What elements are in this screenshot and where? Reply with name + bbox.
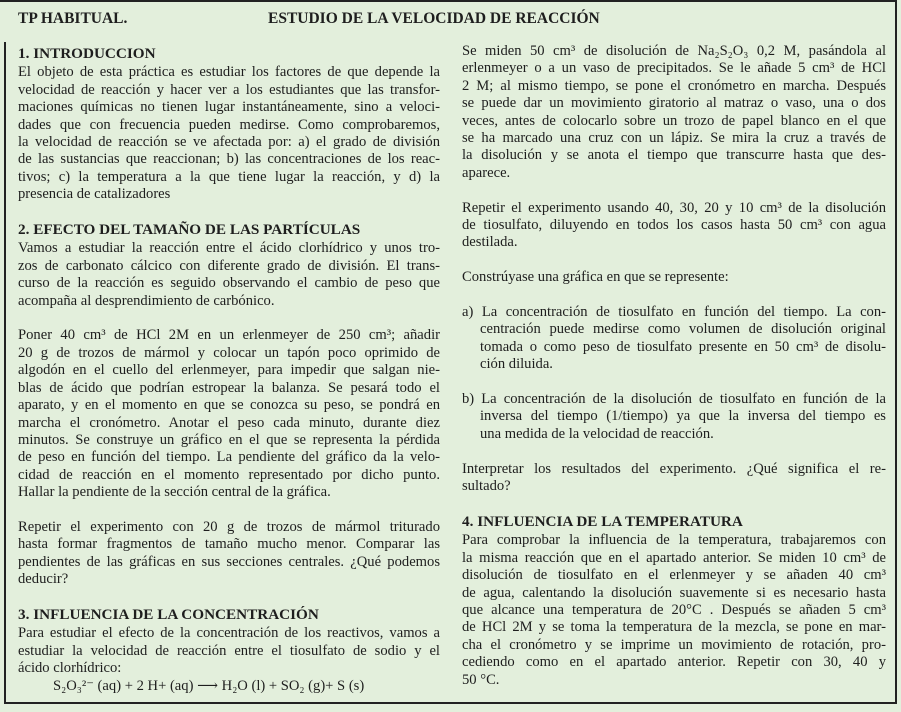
- text-line: la disolución y se anota el tiempo que transcurre hasta que des-: [462, 147, 886, 164]
- text-line: blas de ácido que podrían estropear la balanza. Se pesará todo el: [18, 379, 440, 396]
- text-line: tomada o como peso de tiosulfato presente en 50 cm³ de disolu-: [480, 338, 886, 355]
- text-line: 50 °C.: [462, 671, 500, 688]
- list-item: [462, 304, 886, 374]
- text-line: de HCl 2M y se toma la temperatura de la mezcla, se pone en mar-: [462, 619, 886, 636]
- text-line: Hallar la pendiente de la sección central de la gráfica.: [18, 484, 331, 501]
- text-line: curso de la reacción es seguido observando el cambio de peso que: [18, 275, 440, 292]
- text-line: dades que con frecuencia pueden medirse. Como comprobaremos,: [18, 116, 440, 133]
- text-line: de tiosulfato, diluyendo en todos los casos hasta 50 cm³ con agua: [462, 217, 886, 234]
- text-line: de agua, calentando la disolución suavemente si es necesario hasta: [462, 584, 886, 601]
- text-line: 20 g de trozos de mármol y colocar un tapón poco oprimido de: [18, 344, 440, 361]
- text-line: pendientes de las gráficas en sus secciones centrales. ¿Qué podemos: [18, 553, 440, 570]
- paragraph: [462, 43, 886, 182]
- text-line: estudiar la velocidad de reacción entre el tiosulfato de sodio y el: [18, 642, 440, 659]
- text-line: se puede dar un movimiento giratorio al matraz o vaso, una o dos: [462, 95, 886, 112]
- text-line: se ha marcado una cruz con un lápiz. Se mira la cruz a través de: [462, 130, 886, 147]
- paragraph: [462, 532, 886, 689]
- left-column: [18, 43, 440, 712]
- text-line: presencia de catalizadores: [18, 186, 171, 203]
- paragraph: [462, 269, 886, 286]
- text-line: destilada.: [462, 234, 518, 251]
- text-line: cha el cronómetro y se imprime un movimiento de rotación, pro-: [462, 636, 886, 653]
- text-line: Se miden 50 cm³ de disolución de Na₂S₂O₃ 0,2 M, pasándola al: [462, 43, 886, 59]
- text-line: la misma reacción que en el apartado anterior. Se miden 10 cm³ de: [462, 549, 886, 566]
- text-line: velocidad de reacción y hacer ver a los estudiantes que las transfor-: [18, 81, 440, 98]
- paragraph: [18, 519, 440, 589]
- paragraph: [462, 461, 886, 496]
- text-line: algodón en el cuello del erlenmeyer, para impedir que salgan nie-: [18, 362, 440, 379]
- text-line: Poner 40 cm³ de HCl 2M en un erlenmeyer de 250 cm³; añadir: [18, 327, 440, 344]
- text-line: Repetir el experimento usando 40, 30, 20 y 10 cm³ de la disolución: [462, 199, 886, 216]
- text-line: Para estudiar el efecto de la concentración de los reactivos, vamos a: [18, 625, 440, 642]
- text-line: disolución de tiosulfato en el erlenmeyer y se añaden 40 cm³: [462, 567, 886, 584]
- text-line: El objeto de esta práctica es estudiar los factores de que depende la: [18, 64, 440, 81]
- text-line: Interpretar los resultados del experimento. ¿Qué significa el re-: [462, 460, 886, 477]
- text-line: aparato, y en el momento en que se conozca su peso, se pondrá en: [18, 397, 440, 414]
- text-line: veces, antes de colocarlo sobre un trozo de papel blanco en el que: [462, 112, 886, 129]
- text-line: erlenmeyer o a un vaso de precipitados. Se le añade 5 cm³ de HCl: [462, 60, 886, 77]
- section-heading: 4. INFLUENCIA DE LA TEMPERATURA: [462, 512, 743, 530]
- text-line: Repetir el experimento con 20 g de trozos de mármol triturado: [18, 518, 440, 535]
- text-line: Constrúyase una gráfica en que se represente:: [462, 269, 729, 286]
- paragraph: [18, 64, 440, 203]
- text-line: ácido clorhídrico:: [18, 660, 122, 677]
- text-line: b) La concentración de la disolución de tiosulfato en función de la: [462, 391, 886, 408]
- text-line: deducir?: [18, 571, 69, 588]
- paragraph: [18, 327, 440, 501]
- text-line: tivos; c) la temperatura a la que tiene lugar la reacción, y d) la: [18, 168, 440, 185]
- text-line: Para comprobar la influencia de la temperatura, trabajaremos con: [462, 532, 886, 549]
- text-line: hasta formar fragmentos de tamaño mucho menor. Comparar las: [18, 536, 440, 553]
- paragraph: [462, 200, 886, 252]
- section-heading: 2. EFECTO DEL TAMAÑO DE LAS PARTÍCULAS: [18, 221, 361, 239]
- text-line: aparece.: [462, 164, 511, 181]
- text-line: una medida de la velocidad de reacción.: [480, 425, 714, 442]
- right-column: [462, 43, 886, 706]
- page-border-left: [4, 42, 6, 704]
- text-line: de las sustancias que reaccionan; b) las concentraciones de los reac-: [18, 151, 440, 168]
- section-heading: 3. INFLUENCIA DE LA CONCENTRACIÓN: [18, 605, 319, 623]
- text-line: sultado?: [462, 478, 511, 495]
- paragraph: [18, 240, 440, 310]
- text-line: que alcance una temperatura de 20°C . Después se añaden 5 cm³: [462, 601, 886, 618]
- text-line: zos de carbonato cálcico con diferente grado de división. El trans-: [18, 257, 440, 274]
- section-heading: 1. INTRODUCCION: [18, 45, 156, 62]
- text-line: minutos. Se construye un gráfico en el que se representa la pérdida: [18, 431, 440, 448]
- text-line: acompaña al desprendimiento de carbónico.: [18, 292, 275, 309]
- text-line: cidad de reacción en el momento representado por dicho punto.: [18, 466, 440, 483]
- text-line: marcha el cronómetro. Anotar el peso cada minuto, durante diez: [18, 414, 440, 431]
- document-title: ESTUDIO DE LA VELOCIDAD DE REACCIÓN: [268, 10, 600, 27]
- page-border-top: [0, 0, 897, 2]
- text-line: inversa del tiempo (1/tiempo) ya que la inversa del tiempo es: [480, 408, 886, 425]
- page-border-right: [895, 0, 897, 703]
- list-item: [462, 391, 886, 443]
- text-line: centración puede medirse como volumen de disolución original: [480, 321, 886, 338]
- text-line: de peso en función del tiempo. La pendiente del gráfico da la velo-: [18, 449, 440, 466]
- text-line: maciones químicas no tienen lugar instantáneamente, sino a veloci-: [18, 99, 440, 116]
- text-line: cediendo como en el apartado anterior. Repetir con 30, 40 y: [462, 654, 886, 671]
- text-line: ción diluida.: [480, 356, 553, 373]
- text-line: la velocidad de reacción se ve afectada por: a) el grado de división: [18, 134, 440, 151]
- text-line: a) La concentración de tiosulfato en función del tiempo. La con-: [462, 304, 886, 321]
- paragraph: [18, 625, 440, 695]
- header-label: TP HABITUAL.: [18, 10, 128, 27]
- text-line: 2 M; al mismo tiempo, se pone el cronómetro en marcha. Después: [462, 77, 886, 94]
- text-line: Vamos a estudiar la reacción entre el ácido clorhídrico y unos tro-: [18, 240, 440, 257]
- chemical-equation: S₂O₃²⁻ (aq) + 2 H+ (aq) ⟶ H₂O (l) + SO₂ (g)+ S (s): [53, 677, 365, 694]
